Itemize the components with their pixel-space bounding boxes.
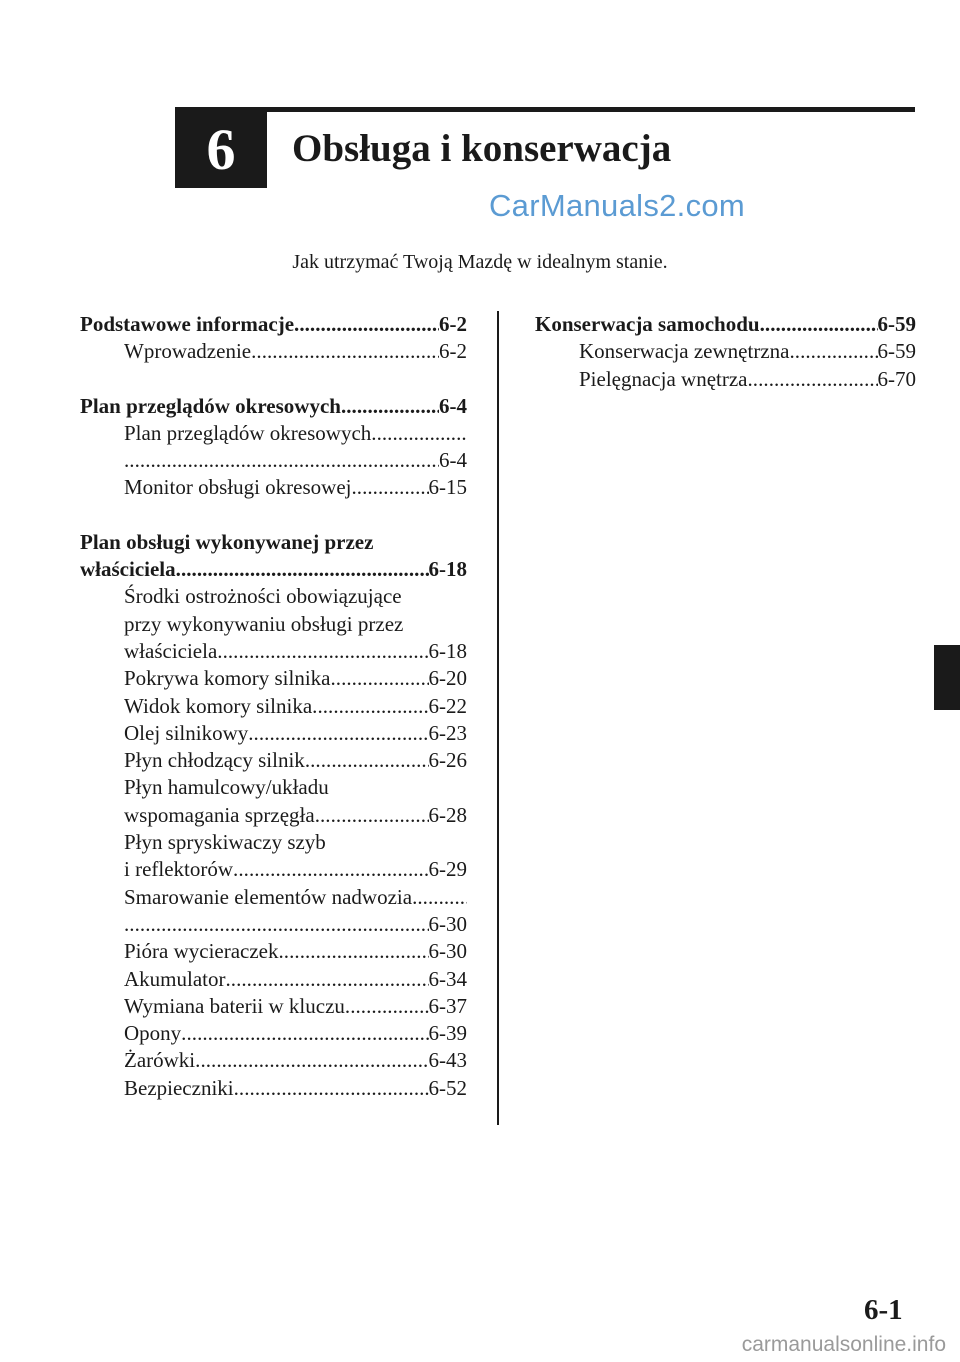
toc-leader bbox=[315, 802, 429, 829]
toc-page: 6-30 bbox=[428, 939, 467, 964]
toc-item-line[interactable] bbox=[80, 829, 467, 856]
toc-left-column bbox=[80, 311, 467, 1102]
page-number: 6-1 bbox=[864, 1294, 903, 1326]
toc-item[interactable] bbox=[80, 884, 467, 911]
toc-item-line[interactable] bbox=[80, 611, 467, 638]
toc-page: 6-2 bbox=[439, 312, 467, 336]
toc-section-title: Podstawowe informacje bbox=[80, 312, 295, 336]
header-rule bbox=[175, 107, 915, 112]
toc-item[interactable] bbox=[80, 802, 467, 829]
toc-item-line[interactable] bbox=[80, 583, 467, 610]
watermark-top: CarManuals2.com bbox=[489, 188, 746, 223]
toc-section[interactable] bbox=[535, 311, 916, 338]
toc-item[interactable] bbox=[80, 693, 467, 720]
toc-item-line[interactable] bbox=[80, 774, 467, 801]
toc-item-label: Bezpieczniki bbox=[124, 1075, 234, 1100]
toc-section[interactable] bbox=[80, 393, 467, 420]
toc-item-label: Środki ostrożności obowiązujące bbox=[124, 584, 402, 609]
column-divider bbox=[497, 311, 499, 1125]
toc-page: 6-39 bbox=[428, 1021, 467, 1046]
toc-leader bbox=[294, 311, 439, 338]
toc-leader bbox=[305, 747, 429, 774]
chapter-side-tab bbox=[934, 645, 960, 710]
toc-section-title: Plan przeglądów okresowych bbox=[80, 393, 341, 418]
toc-leader bbox=[251, 338, 439, 365]
toc-item-label: Żarówki bbox=[124, 1048, 196, 1073]
toc-section-title: Plan obsługi wykonywanej przez bbox=[80, 529, 374, 554]
toc-page: 6-28 bbox=[428, 802, 467, 827]
toc-leader bbox=[225, 966, 428, 993]
watermark-bottom: carmanualsonline.info bbox=[741, 1333, 946, 1356]
toc-leader bbox=[124, 447, 439, 474]
toc-item[interactable] bbox=[80, 1075, 467, 1102]
toc-page: 6-43 bbox=[428, 1048, 467, 1073]
toc-item-label: Płyn hamulcowy/układu bbox=[124, 775, 329, 800]
toc-item-label: Wymiana baterii w kluczu bbox=[124, 993, 345, 1018]
toc-leader bbox=[195, 1047, 428, 1074]
toc-page: 6-37 bbox=[428, 993, 467, 1018]
toc-item[interactable] bbox=[80, 1020, 467, 1047]
toc-section[interactable] bbox=[80, 556, 467, 583]
toc-item[interactable] bbox=[80, 747, 467, 774]
toc-page: 6-4 bbox=[439, 393, 467, 418]
toc-item[interactable] bbox=[535, 338, 916, 365]
toc-page: 6-22 bbox=[428, 693, 467, 718]
toc-page: 6-34 bbox=[428, 966, 467, 991]
toc-item[interactable] bbox=[80, 938, 467, 965]
toc-page: 6-59 bbox=[877, 339, 916, 364]
toc-item-label: Konserwacja zewnętrzna bbox=[579, 339, 790, 364]
toc-page: 6-26 bbox=[428, 748, 467, 773]
toc-item-continuation[interactable] bbox=[80, 911, 467, 938]
toc-item-label: wspomagania sprzęgła bbox=[124, 802, 315, 827]
toc-leader bbox=[176, 556, 429, 583]
toc-page: 6-30 bbox=[428, 911, 467, 936]
toc-page: 6-2 bbox=[439, 339, 467, 364]
chapter-number-box bbox=[175, 112, 267, 188]
toc-leader bbox=[351, 474, 428, 501]
toc-section-title: właściciela bbox=[80, 557, 176, 582]
toc-leader bbox=[233, 856, 428, 883]
toc-page: 6-15 bbox=[428, 475, 467, 500]
toc-item-label: Pielęgnacja wnętrza bbox=[579, 366, 748, 391]
toc-page: 6-52 bbox=[428, 1075, 467, 1100]
toc-section-title-line[interactable] bbox=[80, 529, 467, 556]
toc-item[interactable] bbox=[80, 420, 467, 447]
toc-page: 6-59 bbox=[877, 312, 916, 336]
toc-leader bbox=[760, 311, 878, 338]
toc-item[interactable] bbox=[80, 966, 467, 993]
toc-item-label: przy wykonywaniu obsługi przez bbox=[124, 611, 404, 636]
toc-page: 6-29 bbox=[428, 857, 467, 882]
toc-item-label: Widok komory silnika bbox=[124, 693, 313, 718]
toc-item-label: Akumulator bbox=[124, 966, 226, 991]
toc-item-label: Pióra wycieraczek bbox=[124, 939, 279, 964]
toc-item[interactable] bbox=[80, 338, 467, 365]
toc-leader bbox=[248, 720, 428, 747]
toc-leader bbox=[312, 693, 428, 720]
toc-page: 6-4 bbox=[439, 448, 467, 473]
toc-item-label: Opony bbox=[124, 1021, 182, 1046]
toc-item-label: Plan przeglądów okresowych bbox=[124, 420, 372, 445]
toc-item-label: Smarowanie elementów nadwozia bbox=[124, 884, 413, 909]
toc-leader bbox=[279, 938, 429, 965]
toc-page: 6-70 bbox=[877, 366, 916, 391]
toc-item[interactable] bbox=[80, 474, 467, 501]
toc-item-label: Olej silnikowy bbox=[124, 720, 249, 745]
toc-item-label: Płyn chłodzący silnik bbox=[124, 748, 305, 773]
toc-leader bbox=[371, 420, 467, 447]
toc-item[interactable] bbox=[80, 993, 467, 1020]
toc-item[interactable] bbox=[80, 638, 467, 665]
toc-right-column bbox=[535, 311, 916, 393]
toc-item-label: Monitor obsługi okresowej bbox=[124, 475, 352, 500]
toc-item-label: Wprowadzenie bbox=[124, 339, 252, 364]
toc-leader bbox=[124, 911, 429, 938]
toc-item-label: i reflektorów bbox=[124, 857, 234, 882]
toc-page: 6-18 bbox=[428, 557, 467, 582]
toc-item-label: właściciela bbox=[124, 638, 218, 663]
toc-leader bbox=[345, 993, 429, 1020]
toc-section-title: Konserwacja samochodu bbox=[535, 312, 760, 336]
toc-item-continuation[interactable] bbox=[80, 447, 467, 474]
toc-section[interactable] bbox=[80, 311, 467, 338]
toc-leader bbox=[234, 1075, 429, 1102]
toc-leader bbox=[181, 1020, 428, 1047]
toc-page: 6-18 bbox=[428, 638, 467, 663]
chapter-subtitle: Jak utrzymać Twoją Mazdę w idealnym stanie. bbox=[292, 251, 668, 273]
toc-item[interactable] bbox=[80, 665, 467, 692]
toc-leader bbox=[217, 638, 428, 665]
toc-page: 6-23 bbox=[428, 720, 467, 745]
chapter-number: 6 bbox=[206, 117, 236, 182]
toc-item[interactable] bbox=[535, 366, 916, 393]
toc-page: 6-20 bbox=[428, 666, 467, 691]
toc-leader bbox=[341, 393, 439, 420]
toc-leader bbox=[330, 665, 428, 692]
chapter-title: Obsługa i konserwacja bbox=[292, 127, 672, 170]
toc-item[interactable] bbox=[80, 1047, 467, 1074]
toc-item[interactable] bbox=[80, 720, 467, 747]
toc-item-label: Płyn spryskiwaczy szyb bbox=[124, 830, 326, 855]
toc-leader bbox=[412, 884, 467, 911]
toc-item-label: Pokrywa komory silnika bbox=[124, 666, 331, 691]
toc-leader bbox=[748, 366, 878, 393]
toc-item[interactable] bbox=[80, 856, 467, 883]
toc-leader bbox=[789, 338, 877, 365]
